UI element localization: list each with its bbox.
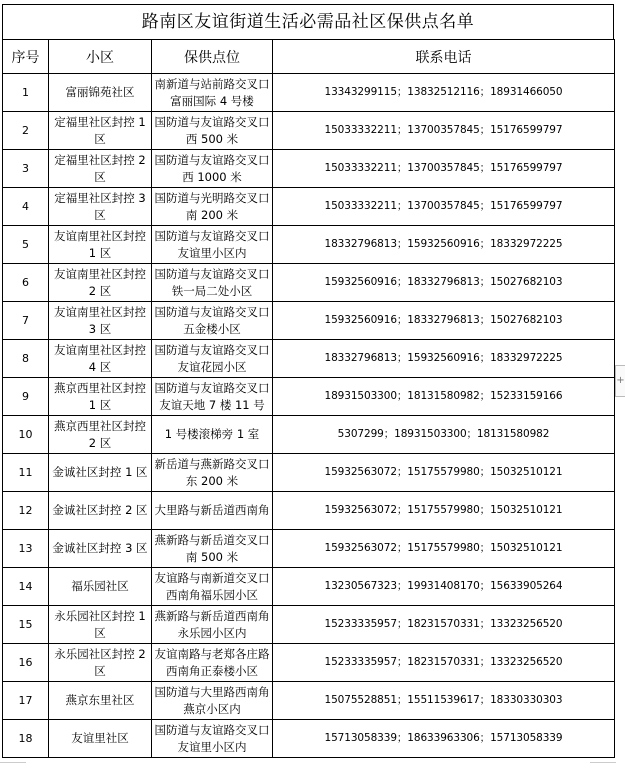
row-location: 国防道与友谊路交叉口友谊里小区内: [152, 226, 273, 264]
row-index: 13: [3, 530, 49, 568]
table-row: [3, 74, 615, 112]
row-location: 友谊南路与老郑各庄路西南角正泰楼小区: [152, 644, 273, 682]
table-row: [3, 188, 615, 226]
row-location: 国防道与友谊路交叉口友谊天地 7 楼 11 号: [152, 378, 273, 416]
row-phone: 15932563072；15175579980；15032510121: [273, 492, 615, 530]
row-community: 友谊南里社区封控 1 区: [49, 226, 152, 264]
row-phone: 18332796813；15932560916；18332972225: [273, 226, 615, 264]
row-location: 国防道与友谊路交叉口铁一局二处小区: [152, 264, 273, 302]
row-location: 大里路与新岳道西南角: [152, 492, 273, 530]
row-location: 国防道与友谊路交叉口西 1000 米: [152, 150, 273, 188]
row-index: 15: [3, 606, 49, 644]
row-community: 友谊南里社区封控 4 区: [49, 340, 152, 378]
table-row: [3, 416, 615, 454]
table-header-row: [3, 40, 615, 74]
row-phone: 15713058339；18633963306；15713058339: [273, 720, 615, 758]
row-phone: 18332796813；15932560916；18332972225: [273, 340, 615, 378]
supply-point-table: [2, 39, 615, 758]
row-index: 9: [3, 378, 49, 416]
bottom-edge: [0, 762, 625, 769]
row-index: 2: [3, 112, 49, 150]
row-index: 16: [3, 644, 49, 682]
row-community: 燕京西里社区封控 1 区: [49, 378, 152, 416]
row-community: 金诚社区封控 2 区: [49, 492, 152, 530]
document-sheet: [2, 4, 614, 758]
row-index: 1: [3, 74, 49, 112]
row-community: 友谊里社区: [49, 720, 152, 758]
row-phone: 15932563072；15175579980；15032510121: [273, 530, 615, 568]
row-community: 燕京东里社区: [49, 682, 152, 720]
header-location: 保供点位: [152, 40, 273, 74]
row-phone: 15233335957；18231570331；13323256520: [273, 644, 615, 682]
table-row: [3, 644, 615, 682]
table-row: [3, 606, 615, 644]
row-index: 5: [3, 226, 49, 264]
row-location: 燕新路与新岳道西南角永乐园小区内: [152, 606, 273, 644]
expand-handle-icon[interactable]: +: [615, 365, 625, 397]
row-location: 燕新路与新岳道交叉口南 500 米: [152, 530, 273, 568]
row-community: 富丽锦苑社区: [49, 74, 152, 112]
row-community: 定福里社区封控 2 区: [49, 150, 152, 188]
row-community: 燕京西里社区封控 2 区: [49, 416, 152, 454]
row-phone: 15075528851；15511539617；18330330303: [273, 682, 615, 720]
row-phone: 15033332211；13700357845；15176599797: [273, 150, 615, 188]
table-row: [3, 682, 615, 720]
table-row: [3, 568, 615, 606]
row-index: 12: [3, 492, 49, 530]
row-phone: 15932563072；15175579980；15032510121: [273, 454, 615, 492]
row-location: 1 号楼滚梯旁 1 室: [152, 416, 273, 454]
table-row: [3, 530, 615, 568]
row-phone: 15033332211；13700357845；15176599797: [273, 188, 615, 226]
row-community: 金诚社区封控 3 区: [49, 530, 152, 568]
table-row: [3, 302, 615, 340]
row-community: 定福里社区封控 1 区: [49, 112, 152, 150]
row-index: 3: [3, 150, 49, 188]
row-phone: 15233335957；18231570331；13323256520: [273, 606, 615, 644]
row-index: 10: [3, 416, 49, 454]
row-location: 国防道与友谊路交叉口西 500 米: [152, 112, 273, 150]
row-index: 18: [3, 720, 49, 758]
row-phone: 18931503300；18131580982；15233159166: [273, 378, 615, 416]
row-index: 4: [3, 188, 49, 226]
row-community: 友谊南里社区封控 3 区: [49, 302, 152, 340]
table-row: [3, 378, 615, 416]
row-community: 金诚社区封控 1 区: [49, 454, 152, 492]
row-index: 8: [3, 340, 49, 378]
row-phone: 15932560916；18332796813；15027682103: [273, 264, 615, 302]
row-location: 国防道与友谊路交叉口友谊花园小区: [152, 340, 273, 378]
row-phone: 13343299115；13832512116；18931466050: [273, 74, 615, 112]
table-row: [3, 720, 615, 758]
row-location: 友谊路与南新道交叉口西南角福乐园小区: [152, 568, 273, 606]
row-index: 17: [3, 682, 49, 720]
table-row: [3, 492, 615, 530]
table-row: [3, 112, 615, 150]
row-community: 永乐园社区封控 2 区: [49, 644, 152, 682]
row-phone: 13230567323；19931408170；15633905264: [273, 568, 615, 606]
row-location: 国防道与大里路西南角燕京小区内: [152, 682, 273, 720]
row-location: 南新道与站前路交叉口富丽国际 4 号楼: [152, 74, 273, 112]
row-community: 福乐园社区: [49, 568, 152, 606]
table-row: [3, 264, 615, 302]
row-location: 国防道与友谊路交叉口五金楼小区: [152, 302, 273, 340]
document-title: 路南区友谊街道生活必需品社区保供点名单: [2, 4, 614, 39]
row-location: 国防道与光明路交叉口南 200 米: [152, 188, 273, 226]
row-community: 友谊南里社区封控 2 区: [49, 264, 152, 302]
header-index: 序号: [3, 40, 49, 74]
row-index: 7: [3, 302, 49, 340]
row-location: 新岳道与燕新路交叉口东 200 米: [152, 454, 273, 492]
row-community: 永乐园社区封控 1 区: [49, 606, 152, 644]
table-row: [3, 226, 615, 264]
row-phone: 15932560916；18332796813；15027682103: [273, 302, 615, 340]
row-index: 11: [3, 454, 49, 492]
table-row: [3, 150, 615, 188]
row-location: 国防道与友谊路交叉口友谊里小区内: [152, 720, 273, 758]
table-row: [3, 340, 615, 378]
row-phone: 5307299；18931503300；18131580982: [273, 416, 615, 454]
row-community: 定福里社区封控 3 区: [49, 188, 152, 226]
header-community: 小区: [49, 40, 152, 74]
row-index: 14: [3, 568, 49, 606]
row-phone: 15033332211；13700357845；15176599797: [273, 112, 615, 150]
header-phone: 联系电话: [273, 40, 615, 74]
row-index: 6: [3, 264, 49, 302]
table-row: [3, 454, 615, 492]
